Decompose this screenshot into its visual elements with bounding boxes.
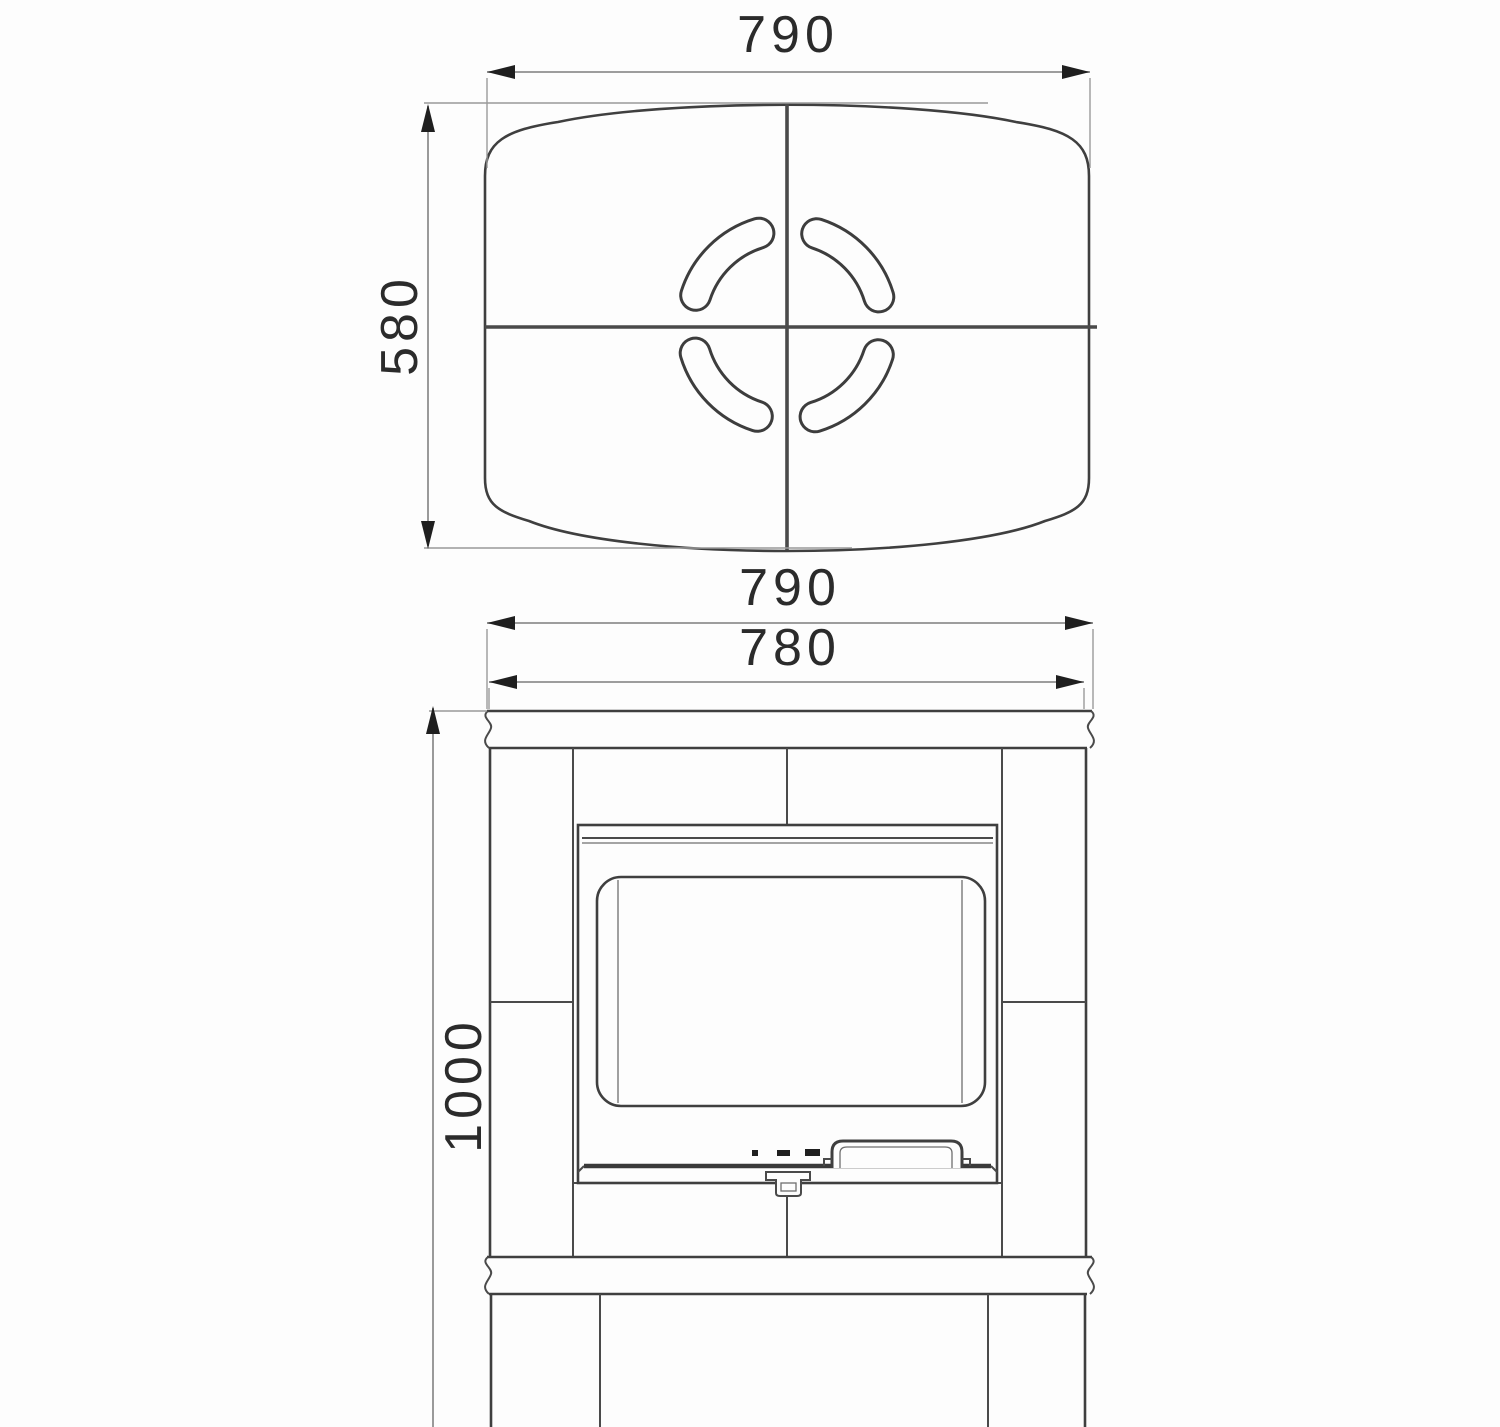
top-view-depth-value: 580 [371, 274, 429, 376]
front-height-dimension [426, 706, 493, 1427]
top-plate-right-molding [1088, 711, 1094, 748]
top-view-width-value: 790 [737, 6, 839, 64]
door-handle [824, 1141, 970, 1168]
band-left-molding [485, 1257, 491, 1294]
arrow-right [1056, 675, 1084, 689]
pedestal-base [491, 1294, 1085, 1427]
band-right-molding [1088, 1257, 1094, 1294]
front-plate-width-dimension [489, 619, 1084, 709]
door-glass [597, 877, 985, 1106]
top-plate-left-molding [485, 711, 491, 748]
arrow-left [489, 675, 517, 689]
front-plate-width-value: 780 [739, 619, 841, 677]
front-height-value: 1000 [435, 1017, 493, 1153]
arrow-down [421, 521, 435, 549]
arrow-up [421, 104, 435, 132]
arrow-left [487, 65, 515, 79]
front-view [426, 559, 1094, 1427]
door-leaf [578, 825, 997, 1183]
top-view [371, 6, 1097, 551]
front-overall-width-value: 790 [739, 559, 841, 617]
arrow-up [426, 706, 440, 734]
arrow-right [1062, 65, 1090, 79]
stove-door [578, 825, 997, 1196]
air-control-marks [752, 1149, 820, 1156]
arrow-left [487, 616, 515, 630]
arrow-right [1065, 616, 1093, 630]
mid-shelf-band [485, 1257, 1094, 1294]
front-top-plate [485, 711, 1094, 748]
